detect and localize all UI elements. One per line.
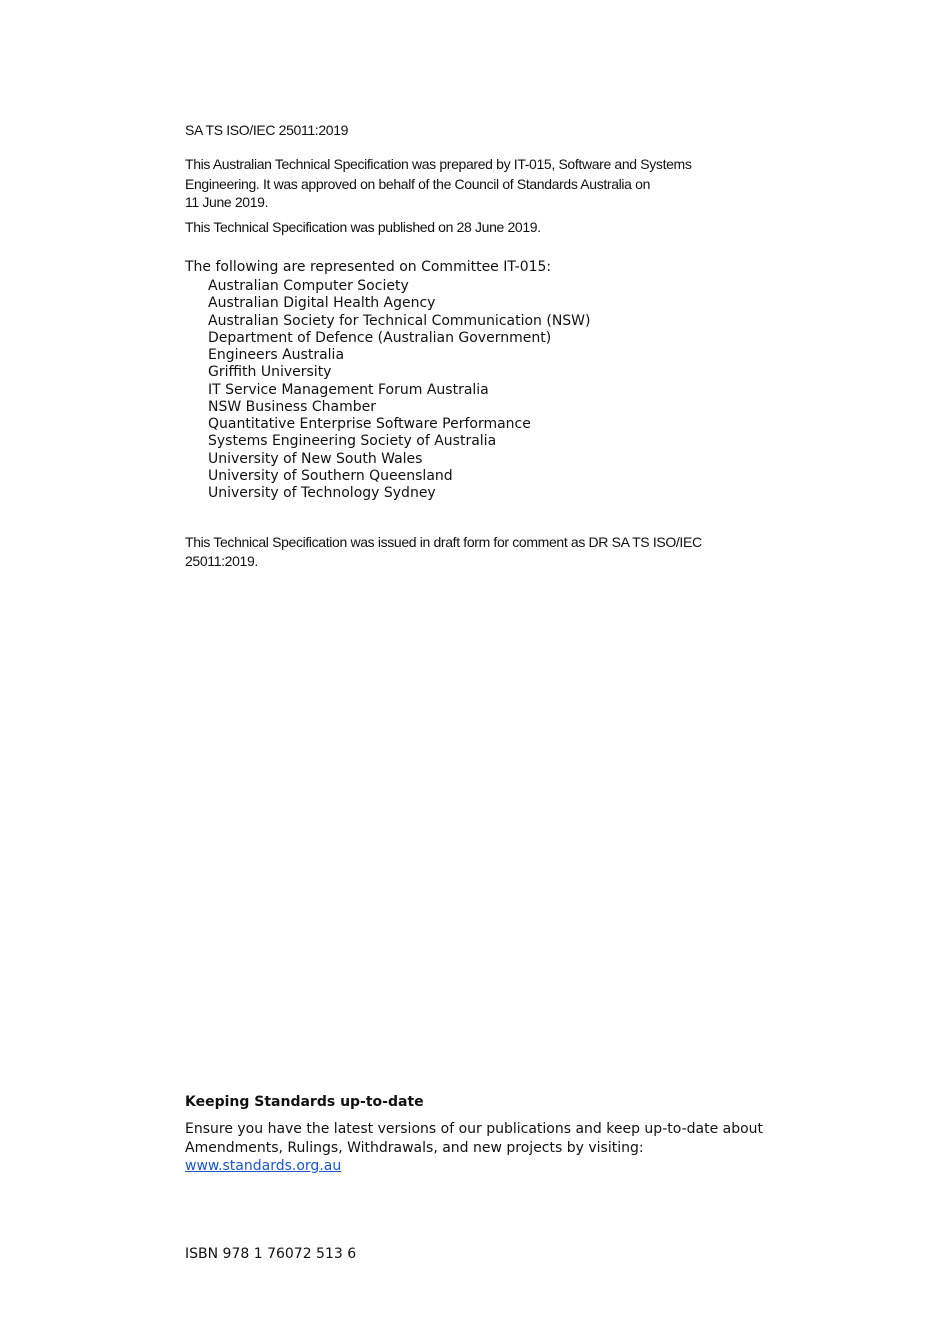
publication-statement: This Technical Specification was published on 28 June 2019. [185, 219, 541, 235]
committee-intro: The following are represented on Committee IT-015: [185, 259, 552, 275]
standards-website-link[interactable]: www.standards.org.au [185, 1158, 342, 1174]
draft-line-2: 25011:2019. [185, 553, 258, 569]
keeping-standards-line-2: Amendments, Rulings, Withdrawals, and new projects by visiting: [185, 1140, 644, 1156]
committee-member: Australian Digital Health Agency [208, 295, 436, 312]
committee-member: Systems Engineering Society of Australia [208, 433, 497, 450]
preparation-statement [185, 155, 692, 194]
committee-member: Australian Computer Society [208, 278, 409, 294]
committee-member: NSW Business Chamber [208, 398, 376, 415]
preparation-line-1: This Australian Technical Specification was prepared by IT-015, Software and Systems [185, 156, 692, 172]
committee-member: University of Technology Sydney [208, 485, 436, 501]
preparation-line-2: Engineering. It was approved on behalf of the Council of Standards Australia on [185, 175, 651, 192]
committee-member-list [208, 278, 590, 502]
keeping-standards-body [185, 1120, 763, 1158]
committee-member: Engineers Australia [208, 347, 345, 363]
document-id: SA TS ISO/IEC 25011:2019 [185, 122, 349, 138]
committee-member: IT Service Management Forum Australia [208, 381, 489, 398]
committee-member: Quantitative Enterprise Software Performance [208, 416, 531, 432]
committee-member: Australian Society for Technical Communication (NSW) [208, 312, 591, 329]
keeping-standards-line-1: Ensure you have the latest versions of our publications and keep up-to-date about [185, 1121, 764, 1137]
committee-member: University of New South Wales [208, 450, 423, 467]
committee-member: Department of Defence (Australian Government) [208, 329, 552, 346]
committee-member: University of Southern Queensland [208, 467, 453, 484]
isbn: ISBN 978 1 76072 513 6 [185, 1246, 357, 1262]
keeping-standards-heading: Keeping Standards up-to-date [185, 1094, 424, 1110]
draft-statement [185, 533, 702, 571]
committee-member: Griffith University [208, 364, 332, 381]
draft-line-1: This Technical Specification was issued in draft form for comment as DR SA TS ISO/IEC [185, 534, 702, 550]
preparation-line-3: 11 June 2019. [185, 194, 269, 210]
